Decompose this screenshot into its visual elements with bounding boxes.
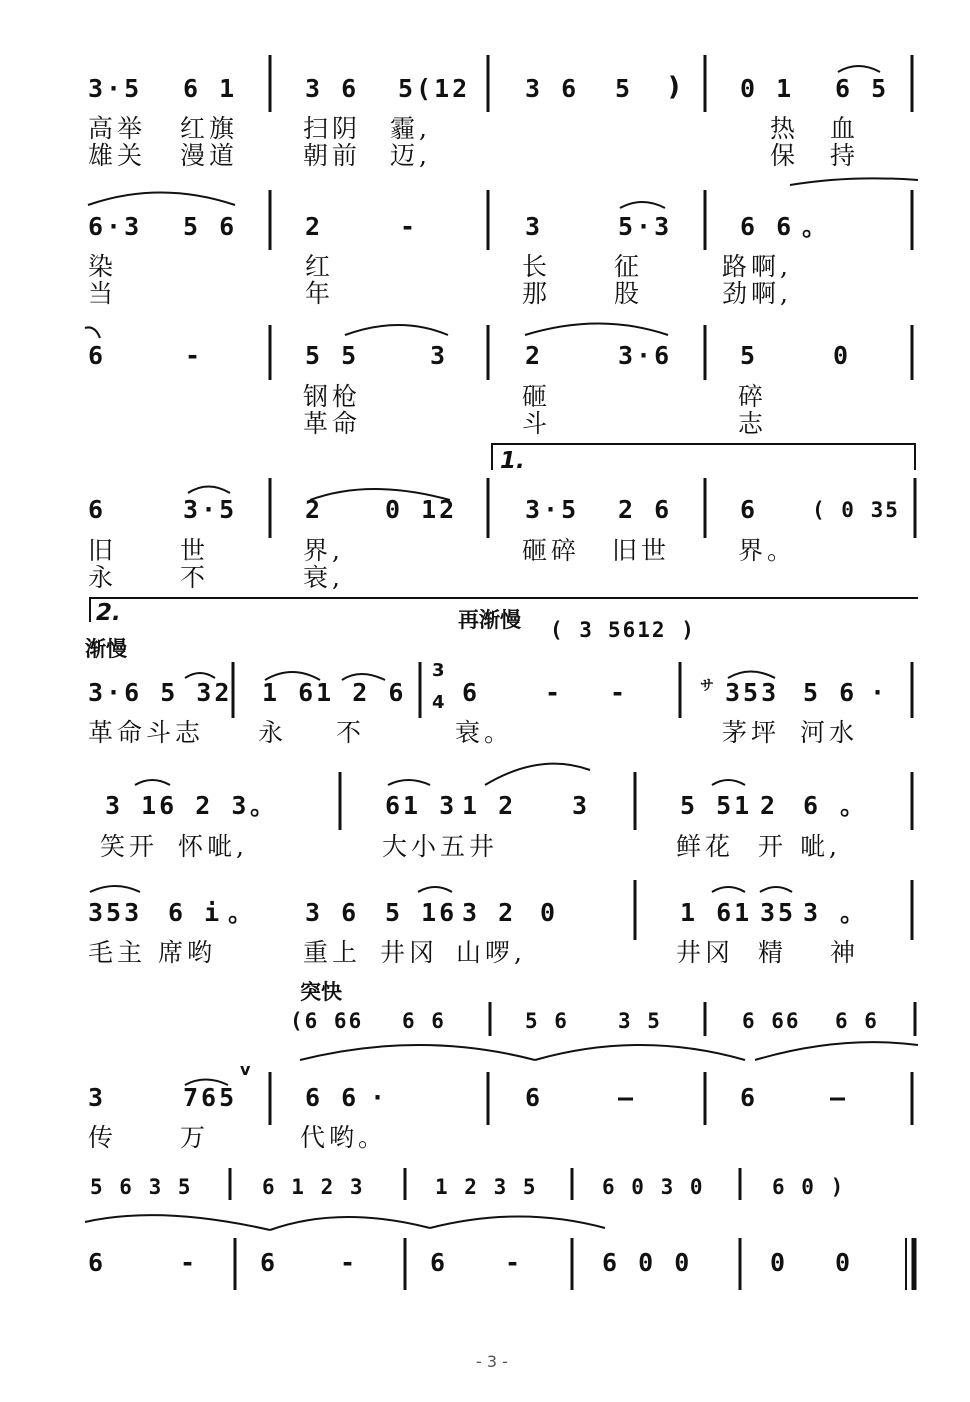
note-group: 1 61 2 6 xyxy=(262,678,407,707)
note-group: 6 xyxy=(430,1248,449,1277)
note-group: 0 xyxy=(540,898,559,927)
note-group: 0 xyxy=(833,341,852,370)
volta-2-label: 2. xyxy=(96,600,121,626)
lyric: 血 xyxy=(830,114,860,143)
note-group: 5 51 xyxy=(680,791,753,820)
note-group: 5 xyxy=(740,341,759,370)
note-group: 3·5 xyxy=(525,495,580,524)
note-group: - xyxy=(545,678,564,707)
note-group: 6·3 xyxy=(88,212,143,241)
lyric: 精 xyxy=(758,938,788,967)
note-group: 6 xyxy=(740,495,759,524)
lyric: 山啰, xyxy=(456,938,526,967)
free-tempo-mark: サ xyxy=(700,678,714,694)
lyric: 旧世 xyxy=(612,536,671,565)
breath-mark: v xyxy=(240,1060,251,1079)
note-group: 3 xyxy=(803,898,822,927)
lyric: 代哟。 xyxy=(300,1123,388,1152)
note-group: - xyxy=(340,1248,359,1277)
lyric: 重上 xyxy=(303,938,362,967)
lyric: 热 xyxy=(770,114,800,143)
note-group: 6 1 xyxy=(183,74,238,103)
note-group: - xyxy=(610,678,629,707)
note-group: 0 12 xyxy=(385,495,458,524)
volta-1-label: 1. xyxy=(500,448,525,474)
time-signature-top: 3 xyxy=(432,660,445,681)
tempo-marking: 再渐慢 xyxy=(458,608,521,632)
lyric: 革命 xyxy=(303,409,362,438)
note-group: — xyxy=(618,1083,637,1112)
lyric: 志 xyxy=(738,409,768,438)
note-group: 3·5 xyxy=(183,495,238,524)
note-group: 6 0 0 xyxy=(602,1248,693,1277)
note-group: 3·5 xyxy=(88,74,143,103)
lyric: 砸 xyxy=(522,382,552,411)
note-group: 6 xyxy=(88,495,107,524)
lyric: 呲, xyxy=(800,832,841,861)
note-group: 3 xyxy=(525,212,544,241)
lyric: 征 xyxy=(614,252,644,281)
lyric: 衰。 xyxy=(455,718,514,747)
time-signature-bottom: 4 xyxy=(432,692,445,713)
lyric: 股 xyxy=(614,279,644,308)
lyric: 漫道 xyxy=(180,141,239,170)
note-group: 3 2 xyxy=(462,898,517,927)
note-group: 2 6 xyxy=(618,495,673,524)
lyric: 扫阴 xyxy=(303,114,362,143)
note-group: 3 6 xyxy=(305,898,360,927)
note-group: - xyxy=(185,341,204,370)
lyric: 染 xyxy=(88,252,118,281)
note-group: 6 xyxy=(88,341,107,370)
note-group: 0 xyxy=(770,1248,789,1277)
note-group: 6 6 xyxy=(740,212,795,241)
note-group: 6 5 xyxy=(835,74,890,103)
note-group: 5 6 xyxy=(803,678,858,707)
lyric: 持 xyxy=(830,141,860,170)
lyric: 鲜花 xyxy=(676,832,735,861)
note-group: - xyxy=(400,212,419,241)
lyric: 迈, xyxy=(390,141,431,170)
note-group: · xyxy=(370,1083,389,1112)
lyric: 河水 xyxy=(800,718,859,747)
note-group: 。 xyxy=(840,791,869,820)
lyric: 朝前 xyxy=(303,141,362,170)
lyric: 井冈 xyxy=(676,938,735,967)
lyric: 劲啊, xyxy=(722,279,792,308)
note-group: 1 61 xyxy=(680,898,753,927)
note-group: 0 1 xyxy=(740,74,795,103)
lyric: 永 xyxy=(88,563,118,592)
note-group: 0 xyxy=(835,1248,854,1277)
note-group: 6 6 xyxy=(305,1083,360,1112)
lyric: 神 xyxy=(830,938,860,967)
note-group: — xyxy=(830,1083,849,1112)
instrument-notes: 3 5 xyxy=(618,1009,662,1033)
note-group: 6 xyxy=(740,1083,759,1112)
page-number: - 3 - xyxy=(476,1352,508,1371)
note-group: 3 xyxy=(88,1083,107,1112)
instrument-notes: 6 66 xyxy=(742,1009,801,1033)
lyric: 界。 xyxy=(738,536,797,565)
lyric: 碎 xyxy=(738,382,768,411)
lyric: 砸碎 xyxy=(522,536,581,565)
lyric: 革命斗志 xyxy=(88,718,205,747)
note-group: 5·3 xyxy=(618,212,673,241)
note-group: 6 xyxy=(803,791,822,820)
lyric: 当 xyxy=(88,279,118,308)
lyric: 路啊, xyxy=(722,252,792,281)
instrument-notes: 1 2 3 5 xyxy=(435,1175,538,1199)
note-group: 61 3 xyxy=(385,791,458,820)
note-group: 2 xyxy=(305,495,324,524)
note-group: 3 6 xyxy=(525,74,580,103)
lyric: 不 xyxy=(336,718,366,747)
lyric: 雄关 xyxy=(88,141,147,170)
note-group: 353 xyxy=(725,678,780,707)
note-group: 35 xyxy=(760,898,797,927)
lyric: 那 xyxy=(522,279,552,308)
note-group: 2 xyxy=(305,212,324,241)
lyric: 席哟 xyxy=(158,938,217,967)
note-group: - xyxy=(505,1248,524,1277)
lyric: 传 xyxy=(88,1123,118,1152)
tempo-marking: 突快 xyxy=(300,980,342,1004)
lyric: 永 xyxy=(258,718,288,747)
note-group: 6 xyxy=(260,1248,279,1277)
lyric: 笑开 xyxy=(100,832,159,861)
instrument-notes: (6 66 xyxy=(290,1009,364,1033)
close-paren: ) xyxy=(668,72,680,102)
instrument-notes: 6 6 xyxy=(835,1009,879,1033)
note-group: 6 xyxy=(462,678,481,707)
lyric: 大小五井 xyxy=(382,832,499,861)
note-group: 2 xyxy=(760,791,779,820)
lyric: 毛主 xyxy=(88,938,147,967)
note-group: 5(12 xyxy=(398,74,471,103)
instrument-notes: 6 0 3 0 xyxy=(602,1175,705,1199)
lyric: 霾, xyxy=(390,114,431,143)
lyric: 钢枪 xyxy=(303,382,362,411)
note-group: 1 2 xyxy=(462,791,517,820)
instrument-notes: 6 0 ) xyxy=(772,1175,846,1199)
lyric: 井冈 xyxy=(380,938,439,967)
lyric: 开 xyxy=(758,832,788,861)
lyric: 红 xyxy=(305,252,335,281)
lyric: 保 xyxy=(770,141,800,170)
lyric: 世 xyxy=(180,536,210,565)
note-group: 3 xyxy=(430,341,449,370)
note-group: 。 xyxy=(250,791,279,820)
note-group: 。 xyxy=(840,898,869,927)
instrument-notes: 6 6 xyxy=(402,1009,446,1033)
note-group: 。 xyxy=(228,898,257,927)
lyric: 怀呲, xyxy=(178,832,248,861)
note-group: 2 xyxy=(525,341,544,370)
instrument-notes: 5 6 xyxy=(525,1009,569,1033)
lyric: 茅坪 xyxy=(722,718,781,747)
note-group: - xyxy=(180,1248,199,1277)
note-group: ( 3 xyxy=(550,618,594,642)
note-group: 353 xyxy=(88,898,143,927)
note-group: 3 16 2 3 xyxy=(105,791,250,820)
lyric: 旧 xyxy=(88,536,118,565)
lyric: 高举 xyxy=(88,114,147,143)
lyric: 红旗 xyxy=(180,114,239,143)
lyric: 万 xyxy=(180,1123,210,1152)
note-group: ( 0 35 xyxy=(812,498,900,522)
note-group: 。 xyxy=(802,212,831,241)
instrument-notes: 6 1 2 3 xyxy=(262,1175,365,1199)
note-group: 765 xyxy=(183,1083,238,1112)
note-group: 6 xyxy=(88,1248,107,1277)
instrument-notes: 5 6 3 5 xyxy=(90,1175,193,1199)
lyric: 不 xyxy=(180,563,210,592)
note-group: 5 16 xyxy=(385,898,458,927)
note-group: 3 xyxy=(572,791,591,820)
note-group: 5 xyxy=(615,74,634,103)
note-group: 3·6 5 32 xyxy=(88,678,233,707)
lyric: 长 xyxy=(522,252,552,281)
lyric: 年 xyxy=(305,279,335,308)
lyric: 斗 xyxy=(522,409,552,438)
tempo-marking: 渐慢 xyxy=(85,637,127,661)
lyric: 衰, xyxy=(303,563,344,592)
note-group: · xyxy=(870,678,889,707)
note-group: 5 5 xyxy=(305,341,360,370)
note-group: 3 6 xyxy=(305,74,360,103)
note-group: 5 6 xyxy=(183,212,238,241)
note-group: 6 i xyxy=(168,898,223,927)
note-group: 5612 ) xyxy=(608,618,696,642)
note-group: 3·6 xyxy=(618,341,673,370)
lyric: 界, xyxy=(303,536,344,565)
note-group: 6 xyxy=(525,1083,544,1112)
